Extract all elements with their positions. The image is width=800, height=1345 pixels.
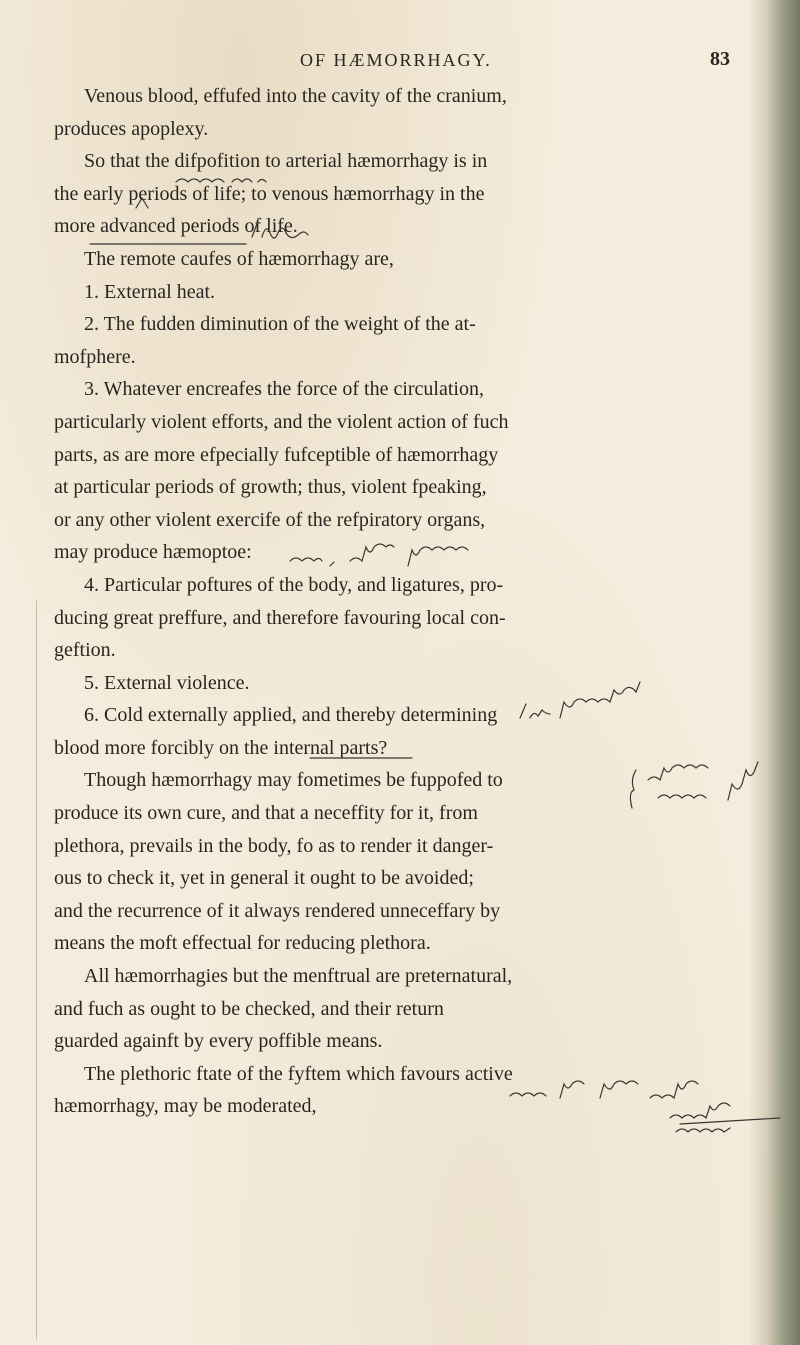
text-line: 2. The fudden diminution of the weight of the at-	[84, 313, 476, 336]
annotation-caret	[136, 198, 148, 208]
running-title: OF HÆMORRHAGY.	[300, 50, 492, 70]
text-line: more advanced periods of life.	[54, 215, 298, 238]
text-line: So that the difpofition to arterial hæmorrhagy is in	[84, 150, 488, 173]
text-line: the early periods of life; to venous hæmorrhagy in the	[54, 182, 485, 205]
text-line: and the recurrence of it always rendered unneceffary by	[54, 899, 501, 922]
annotation-scribble	[510, 1081, 698, 1098]
text-line: ducing great preffure, and therefore favouring local con-	[54, 606, 506, 629]
text-line: ous to check it, yet in general it ought to be avoided;	[54, 867, 474, 890]
annotation-scribble	[252, 221, 308, 238]
annotation-bracket	[630, 770, 636, 808]
text-line: Venous blood, effufed into the cavity of the cranium,	[84, 85, 507, 107]
text-line: geftion.	[54, 639, 116, 662]
text-line: All hæmorrhagies but the menftrual are preternatural,	[84, 965, 513, 988]
text-line: Though hæmorrhagy may fometimes be fuppofed to	[84, 769, 503, 792]
annotation-scribble	[670, 1103, 780, 1132]
text-line: means the moft effectual for reducing plethora.	[54, 932, 431, 955]
annotation-scribble	[176, 179, 266, 182]
text-line: or any other violent exercife of the refpiratory organs,	[54, 508, 486, 531]
text-line: hæmorrhagy, may be moderated,	[54, 1095, 317, 1118]
text-line: 6. Cold externally applied, and thereby determining	[84, 704, 498, 727]
text-line: plethora, prevails in the body, fo as to render it danger-	[54, 834, 494, 857]
text-line: produces apoplexy.	[54, 117, 209, 140]
text-line: 3. Whatever encreafes the force of the circulation,	[84, 378, 484, 401]
text-line: 4. Particular poftures of the body, and ligatures, pro-	[84, 573, 504, 596]
page-number: 83	[710, 48, 730, 70]
annotation-scribble	[648, 762, 758, 800]
text-line: particularly violent efforts, and the violent action of fuch	[54, 410, 509, 433]
text-line: and fuch as ought to be checked, and their return	[54, 997, 444, 1020]
text-line: mofphere.	[54, 345, 136, 368]
text-line: at particular periods of growth; thus, violent fpeaking,	[54, 476, 487, 499]
annotation-scribble	[520, 682, 640, 718]
text-line: The plethoric ftate of the fyftem which favours active	[84, 1062, 513, 1085]
text-line: blood more forcibly on the internal parts?	[54, 736, 388, 759]
text-line: may produce hæmoptoe:	[54, 541, 252, 564]
text-line: The remote caufes of hæmorrhagy are,	[84, 247, 394, 270]
text-line: 5. External violence.	[84, 671, 250, 694]
text-line: produce its own cure, and that a neceffity for it, from	[54, 802, 478, 825]
text-line: 1. External heat.	[84, 280, 216, 303]
text-line: parts, as are more efpecially fufceptible of hæmorrhagy	[54, 443, 499, 466]
text-line: guarded againft by every poffible means.	[54, 1030, 383, 1053]
annotation-scribble	[290, 544, 468, 566]
